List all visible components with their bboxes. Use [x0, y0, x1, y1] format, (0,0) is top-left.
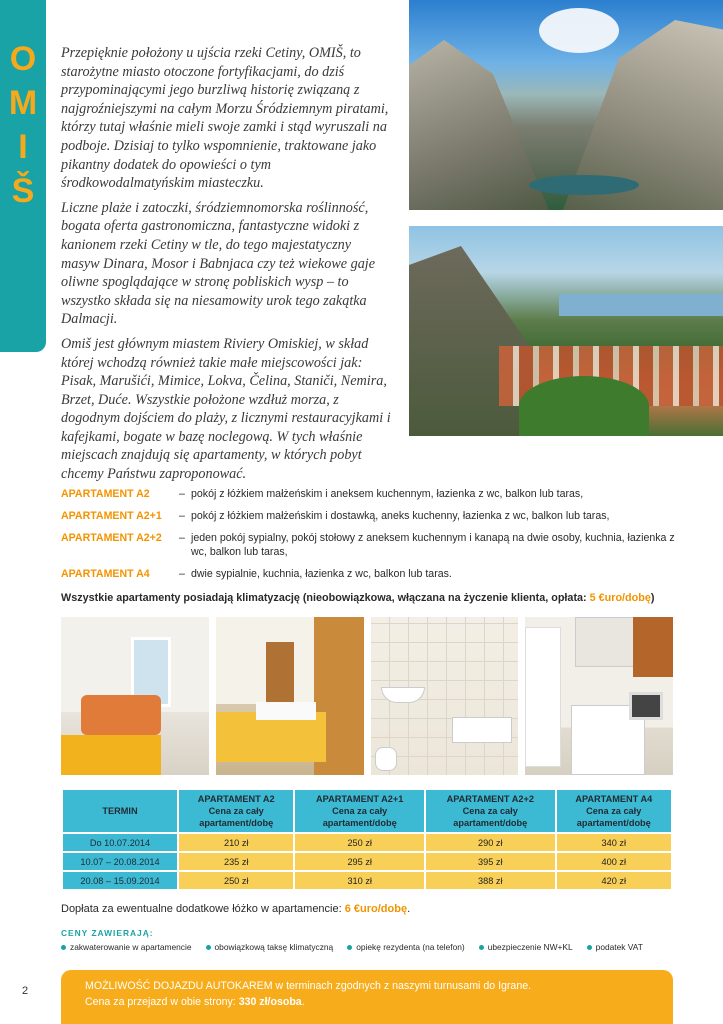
apartment-name: APARTAMENT A2+1 [61, 510, 162, 522]
apartment-row [61, 487, 681, 501]
room-photos [61, 617, 673, 775]
apartment-name: APARTAMENT A2 [61, 488, 150, 500]
dash: – [179, 532, 185, 544]
header-label: TERMIN [102, 806, 138, 816]
header-label: APARTAMENT A2+2 [446, 794, 534, 804]
bathtub [452, 717, 512, 743]
header-label: APARTAMENT A2+1 [316, 794, 404, 804]
header-a2-2 [426, 790, 555, 832]
apartment-desc: dwie sypialnie, kuchnia, łazienka z wc, balkon lub taras. [191, 568, 452, 580]
transport-price: 330 zł/osoba [238, 996, 302, 1008]
price-table [61, 788, 673, 891]
price-cell: 210 zł [179, 834, 293, 851]
aircon-close: ) [650, 592, 655, 604]
bullet-icon [479, 945, 484, 950]
price-cell: 420 zł [557, 872, 671, 889]
includes-label: zakwaterowanie w apartamencie [70, 942, 192, 952]
header-sub: apartament/dobę [576, 818, 651, 828]
sofa [81, 695, 161, 735]
apartment-name: APARTAMENT A2+2 [61, 532, 162, 544]
tv [629, 692, 663, 720]
price-cell: 250 zł [179, 872, 293, 889]
toilet [375, 747, 397, 771]
header-sub: Cena za cały [208, 806, 264, 816]
bullet-icon [61, 945, 66, 950]
table-row [63, 834, 671, 851]
bullet-icon [587, 945, 592, 950]
intro-paragraph: Liczne plaże i zatoczki, śródziemnomorska roślinność, bogata oferta gastronomiczna, fantastyczne widoki z kanionem rzeki Cetiny w tle, do tego majestatyczny masyw Dinara, Mosor i Babnjaca czy też wiekowe gaje oliwne spoglądające w stronę pobliskich wysp – to wszystko składa się na niesamowity urok tego zakątka Dalmacji. [61, 199, 376, 328]
header-sub: Cena za cały [462, 806, 518, 816]
apartment-row [61, 531, 681, 559]
includes-item [61, 942, 192, 952]
includes-label: podatek VAT [595, 942, 643, 952]
header-sub: Cena za cały [332, 806, 388, 816]
photo-cetina-canyon [409, 0, 723, 210]
price-cell: 310 zł [295, 872, 424, 889]
aircon-text: Wszystkie apartamenty posiadają klimatyzację (nieobowiązkowa, włączana na życzenie klienta, opłata: [61, 592, 590, 604]
extra-bed-price: 6 €uro/dobę [344, 903, 408, 915]
side-tab [0, 0, 46, 352]
photo-omis-town [409, 226, 723, 436]
price-cell: 340 zł [557, 834, 671, 851]
intro-paragraph: Przepięknie położony u ujścia rzeki Cetiny, OMIŠ, to starożytne miasto otoczone fortyfikacjami, do dziś przypominającymi jego burzliwą historię związaną z najgroźniejszymi na całym Morzu Śródziemnym piratami, którzy tutaj właśnie mieli swoje zamki i stąd wyruszali na podboje. Dzisiaj to tylko wspomnienie, traktowane jako pikantny dodatek do opowieści o tym środkowodalmatyńskim miasteczku. [61, 45, 389, 192]
period-cell: 20.08 – 15.09.2014 [63, 872, 177, 889]
table-header-row [63, 790, 671, 832]
cloud [539, 8, 619, 53]
apartment-desc: jeden pokój sypialny, pokój stołowy z aneksem kuchennym i kanapą na dwie osoby, kuchnia, łazienka z wc, balkon lub taras, [191, 532, 675, 558]
bed [61, 735, 161, 775]
sea [559, 294, 723, 316]
table-row [63, 853, 671, 870]
includes-item [206, 942, 334, 952]
header-sub: apartament/dobę [199, 818, 274, 828]
header-sub: apartament/dobę [322, 818, 397, 828]
includes-list [61, 942, 711, 952]
trees [519, 376, 649, 436]
bullet-icon [206, 945, 211, 950]
includes-label: obowiązkową taksę klimatyczną [214, 942, 334, 952]
intro-text [61, 44, 391, 490]
dash: – [179, 510, 185, 522]
extra-bed-text: Dopłata za ewentualne dodatkowe łóżko w apartamencie: [61, 903, 345, 915]
extra-bed-note [61, 903, 410, 915]
header-label: APARTAMENT A4 [575, 794, 653, 804]
transport-price-label: Cena za przejazd w obie strony: [85, 996, 239, 1008]
period-cell: Do 10.07.2014 [63, 834, 177, 851]
includes-item [479, 942, 573, 952]
header-sub: Cena za cały [586, 806, 642, 816]
includes-label: opiekę rezydenta (na telefon) [356, 942, 465, 952]
apartment-row [61, 567, 681, 581]
photo-bathroom [371, 617, 519, 775]
price-cell: 395 zł [426, 853, 555, 870]
intro-paragraph: Omiš jest głównym miastem Riviery Omiskiej, w skład której wchodzą również takie małe miejscowości jak: Pisak, Marušići, Mimice, Lokva, Čelina, Staniči, Nemira, Brzet, Duće. Wszystkie położone wzdłuż morza, z dogodnym dojściem do plaży, z licznymi restauracyjkami i kafejkami, bogate w bazę noclegową. W tych właśnie miejscach znajdują się apartamenty, w których pobyt chcemy Państwu zaproponować. [61, 335, 391, 483]
apartment-desc: pokój z łóżkiem małżeńskim i aneksem kuchennym, łazienka z wc, balkon lub taras, [191, 488, 584, 500]
aircon-note [61, 592, 701, 604]
photo-bedroom [216, 617, 364, 775]
includes-title: CENY ZAWIERAJĄ: [61, 928, 154, 938]
header-label: APARTAMENT A2 [197, 794, 275, 804]
price-cell: 388 zł [426, 872, 555, 889]
price-cell: 290 zł [426, 834, 555, 851]
header-a2-1 [295, 790, 424, 832]
includes-label: ubezpieczenie NW+KL [487, 942, 573, 952]
pillow [256, 702, 316, 720]
aircon-fee: 5 €uro/dobę [589, 592, 651, 604]
page-title: OMIŠ [4, 40, 42, 216]
transport-price-end: . [301, 996, 305, 1008]
includes-item [587, 942, 643, 952]
door [525, 627, 561, 767]
rock [409, 40, 549, 210]
photo-living-room [61, 617, 209, 775]
cabinet [633, 617, 673, 677]
photo-kitchen [525, 617, 673, 775]
dash: – [179, 568, 185, 580]
period-cell: 10.07 – 20.08.2014 [63, 853, 177, 870]
transport-banner [61, 970, 673, 1024]
price-cell: 250 zł [295, 834, 424, 851]
apartment-list [61, 487, 681, 589]
price-cell: 235 zł [179, 853, 293, 870]
apartment-row [61, 509, 681, 523]
header-a4 [557, 790, 671, 832]
price-cell: 295 zł [295, 853, 424, 870]
header-sub: apartament/dobę [453, 818, 528, 828]
bullet-icon [347, 945, 352, 950]
header-a2 [179, 790, 293, 832]
dash: – [179, 488, 185, 500]
extra-bed-end: . [407, 903, 411, 915]
transport-line: MOŻLIWOŚĆ DOJAZDU AUTOKAREM w terminach zgodnych z naszymi turnusami do Igrane. [85, 980, 532, 992]
page-number: 2 [22, 985, 29, 997]
river [529, 175, 639, 195]
apartment-name: APARTAMENT A4 [61, 568, 150, 580]
price-cell: 400 zł [557, 853, 671, 870]
apartment-desc: pokój z łóżkiem małżeńskim i dostawką, aneks kuchenny, łazienka z wc, balkon lub taras, [191, 510, 610, 522]
table-row [63, 872, 671, 889]
header-termin [63, 790, 177, 832]
transport-price-line [85, 994, 649, 1010]
includes-item [347, 942, 464, 952]
